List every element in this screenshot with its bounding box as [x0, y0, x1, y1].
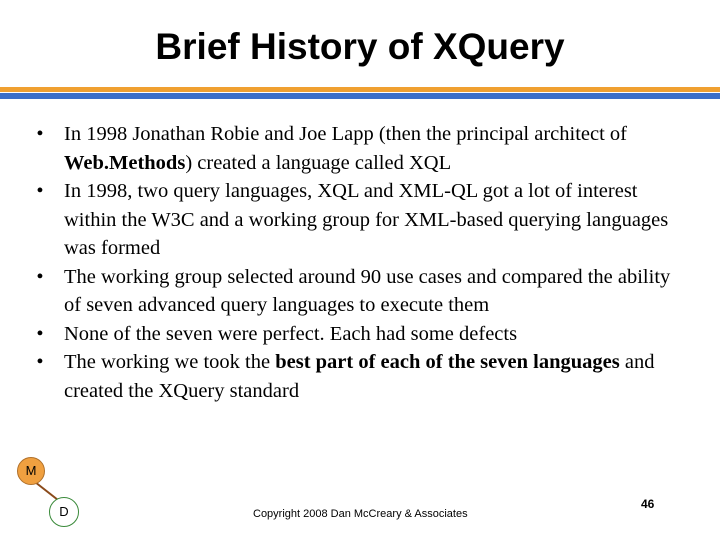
- bullet-text: The working we took the: [64, 351, 276, 373]
- bullet-text: In 1998 Jonathan Robie and Joe Lapp (then the principal architect of: [64, 123, 627, 145]
- page-number: 46: [641, 497, 655, 511]
- logo-m-circle: M: [17, 457, 45, 485]
- bullet-text: The working group selected around 90 use cases and compared the ability of seven advanced query languages to execute them: [64, 265, 671, 316]
- bullet-dot-icon: •: [36, 265, 44, 288]
- bullet-text: ) created a language called XQL: [185, 151, 452, 174]
- logo-d-circle: D: [49, 497, 79, 527]
- bullet-dot-icon: •: [36, 180, 44, 202]
- bullet-text: and created the XQuery standard: [64, 351, 655, 402]
- bullet-dot-icon: •: [36, 322, 44, 345]
- footer-copyright: Copyright 2008 Dan McCreary & Associates: [253, 508, 468, 520]
- bullet-bold-text: Web.Methods: [64, 151, 186, 174]
- bullet-dot-icon: •: [36, 123, 44, 145]
- bullet-bold-text: best part of each of the seven languages: [275, 351, 620, 373]
- bullet-text: In 1998, two query languages, XQL and XML-QL got a lot of interest within the W3C and a working group for XML-based querying languages was formed: [64, 180, 669, 259]
- bullet-dot-icon: •: [36, 351, 44, 373]
- bullet-text: None of the seven were perfect. Each had some defects: [64, 322, 518, 345]
- slide-title: Brief History of XQuery: [155, 26, 565, 67]
